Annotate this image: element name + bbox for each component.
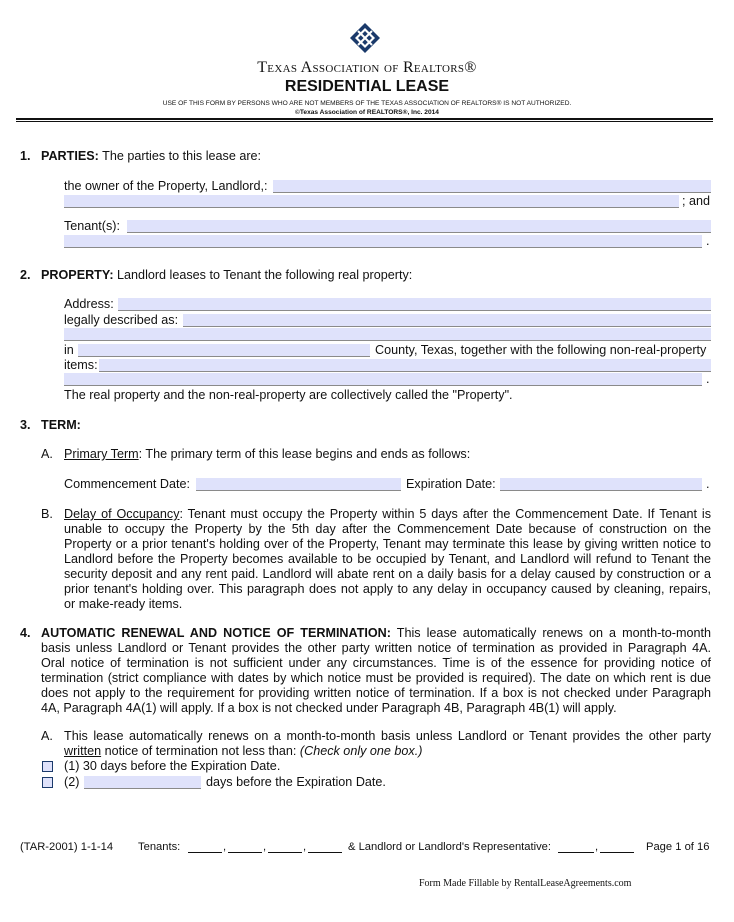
commencement-date-field[interactable] [196,478,401,491]
renewal-line: Oral notice of termination is not sufficient under any circumstances. Time is of the essence for providing notice of [41,656,711,670]
section-heading-line [41,149,261,164]
legal-description-field-2[interactable] [64,328,711,341]
tenants-initials-label: Tenants: [138,841,181,853]
collective-text: The real property and the non-real-property are collectively called the "Property". [64,388,513,402]
delay-line: prior tenant's holding over. This paragraph does not apply to any delay in occupancy caused by cleaning, repairs, [64,582,711,596]
page-number: Page 1 of 16 [646,841,710,853]
comma: , [595,841,599,853]
fillable-credit: Form Made Fillable by RentalLeaseAgreements.com [419,878,632,889]
subsection-letter: B. [41,507,53,521]
period: . [706,234,710,248]
legal-description-label: legally described as: [64,313,179,327]
check-note: (Check only one box.) [299,744,423,758]
renewal-line: 4A, Paragraph 4A(1) will apply. If a box is not checked under Paragraph 4B, Paragraph 4B(1) will apply. [41,701,617,715]
option-1-label: (1) 30 days before the Expiration Date. [64,759,281,773]
tenant-initial-3[interactable] [268,852,302,853]
comma: , [263,841,267,853]
tenant-initial-4[interactable] [308,852,342,853]
in-label: in [64,343,74,357]
primary-term-line [64,447,470,462]
renewal-text-1: This lease automatically renews on a month-to-month [390,626,711,640]
tenant-initial-1[interactable] [188,852,222,853]
section-heading: PROPERTY: [41,268,114,282]
renewal-line [41,626,711,641]
renewal-paragraph [41,626,711,716]
landlord-label: the owner of the Property, Landlord,: [64,179,268,193]
usage-notice: USE OF THIS FORM BY PERSONS WHO ARE NOT MEMBERS OF THE TEXAS ASSOCIATION OF REALTORS® IS NOT AUTHORIZED. [162,100,572,107]
tenant-initial-2[interactable] [228,852,262,853]
renewal-a-paragraph [64,729,711,759]
renewal-line: basis unless Landlord or Tenant provides the other party written notice of termination as provided in Paragraph 4A. [41,641,711,655]
option-2-suffix: days before the Expiration Date. [206,775,386,789]
tenant-label: Tenant(s): [64,219,120,233]
delay-text-1: : Tenant must occupy the Property within 5 days after the Commencement Date. If Tenant is [179,507,711,521]
section-intro: The parties to this lease are: [102,149,262,163]
subsection-title: Delay of Occupancy [64,507,180,521]
option-1-checkbox[interactable] [42,761,53,772]
delay-line: security deposit and any rent paid. Landlord will abate rent on a daily basis for a delay caused by construction or a [64,567,711,581]
section-heading: TERM: [41,418,81,432]
section-heading: AUTOMATIC RENEWAL AND NOTICE OF TERMINATION: [41,626,391,640]
option-2-days-field[interactable] [84,776,201,789]
landlord-field-1[interactable] [273,180,711,193]
items-label: items: [64,358,98,372]
header-rule [16,118,713,120]
subsection-letter: A. [41,447,53,461]
subsection-letter: A. [41,729,53,743]
section-number: 2. [20,268,31,282]
tenant-field-1[interactable] [127,220,711,233]
landlord-initial-2[interactable] [600,852,634,853]
county-text: County, Texas, together with the following non-real-property [375,343,707,357]
form-title: RESIDENTIAL LEASE [284,78,450,95]
section-heading: PARTIES: [41,149,99,163]
renewal-a-line [64,744,711,759]
landlord-initials-label: & Landlord or Landlord's Representative: [348,841,552,853]
delay-line [64,507,711,522]
option-2-prefix: (2) [64,775,80,789]
expiration-label: Expiration Date: [406,477,496,491]
commencement-label: Commencement Date: [64,477,190,491]
section-number: 4. [20,626,31,640]
landlord-initial-1[interactable] [558,852,594,853]
delay-line: Property or a prior tenant's holding over of the Property, Tenant may terminate this lease by giving written notice to [64,537,711,551]
items-field-1[interactable] [99,359,711,372]
subsection-title: Primary Term [64,447,139,461]
diamond-logo-icon [349,22,381,54]
period: . [706,477,710,491]
address-label: Address: [64,297,114,311]
items-field-2[interactable] [64,373,702,386]
section-heading-line [41,268,412,283]
written-text: written [64,744,102,758]
landlord-field-2[interactable] [64,195,679,208]
renewal-line: does not apply to the requirement for providing written notice of termination. If a box is not checked under Paragraph [41,686,711,700]
tar-logo [349,22,381,54]
comma: , [223,841,227,853]
subsection-text: : The primary term of this lease begins and ends as follows: [138,447,471,461]
delay-paragraph [64,507,711,612]
expiration-date-field[interactable] [500,478,702,491]
section-intro: Landlord leases to Tenant the following real property: [117,268,413,282]
comma: , [303,841,307,853]
renewal-a-line: This lease automatically renews on a month-to-month basis unless Landlord or Tenant provides the other party [64,729,711,743]
section-number: 1. [20,149,31,163]
copyright: ©Texas Association of REALTORS®, Inc. 2014 [295,109,439,116]
legal-description-field-1[interactable] [183,314,711,327]
section-number: 3. [20,418,31,432]
org-name: Texas Association of Realtors® [257,59,477,76]
form-code: (TAR-2001) 1-1-14 [20,841,114,853]
delay-line: unable to occupy the Property by the 5th day after the Commencement Date because of construction on the [64,522,711,536]
and-text: ; and [682,194,711,208]
renewal-a-text-2: notice of termination not less than: [101,744,300,758]
header-rule-thin [16,121,713,122]
renewal-line: termination (strict compliance with dates by which notice must be provided is required). The date on which rent is due [41,671,711,685]
delay-line: Landlord before the Property becomes available to be occupied by Tenant, and Landlord will refund to Tenant the [64,552,711,566]
delay-line: or make-ready items. [64,597,183,611]
option-2-checkbox[interactable] [42,777,53,788]
period: . [706,372,710,386]
address-field[interactable] [118,298,711,311]
county-field[interactable] [78,344,370,357]
tenant-field-2[interactable] [64,235,702,248]
